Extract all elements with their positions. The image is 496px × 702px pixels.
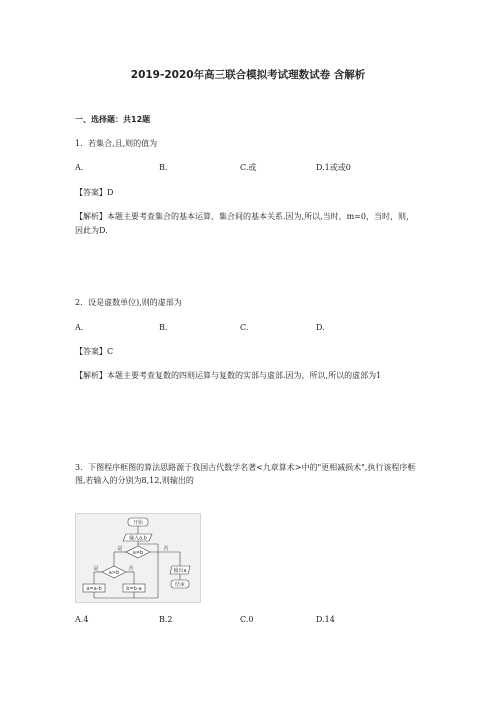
question-2-answer: 【答案】C xyxy=(75,347,114,356)
flow-assign-a-label: a=a-b xyxy=(86,586,102,592)
option-c: C.0 xyxy=(240,615,254,624)
option-d: D. xyxy=(316,323,325,332)
option-a: A.4 xyxy=(75,615,89,624)
flow-condition-1-label: a≠b xyxy=(132,550,144,556)
option-b: B. xyxy=(159,163,168,172)
option-d: D.1或或0 xyxy=(316,163,351,172)
flow-no-label: 否 xyxy=(163,546,169,552)
question-1-options xyxy=(75,162,435,174)
flow-yes-label: 是 xyxy=(117,546,123,552)
question-2-options xyxy=(75,322,435,334)
question-1-analysis: 【解析】本题主要考查集合的基本运算、集合间的基本关系.因为,所以,当时，m=0，当时，则，因此为D. xyxy=(75,212,415,235)
option-c: C. xyxy=(240,323,249,332)
flow-input-label: 输入a,b xyxy=(129,535,147,542)
option-d: D.14 xyxy=(316,615,335,624)
question-2-stem: 2．设是虚数单位),则的虚部为 xyxy=(75,298,182,307)
option-b: B.2 xyxy=(159,615,173,624)
question-3-stem: 3．下图程序框图的算法思路源于我国古代数学名著<九章算术>中的"更相减损术",执行该程序框图,若输入的分别为8,12,则输出的 xyxy=(75,463,416,485)
flow-condition-2-label: a>b xyxy=(108,570,120,576)
flow-end-label: 结束 xyxy=(174,582,186,588)
document-title: 2019-2020年高三联合模拟考试理数试卷 含解析 xyxy=(130,69,366,81)
flowchart-svg xyxy=(76,514,200,602)
section-heading: 一、选择题：共12题 xyxy=(75,115,151,124)
option-a: A. xyxy=(75,323,84,332)
flow-yes-label-2: 是 xyxy=(93,566,99,572)
flow-no-label-2: 否 xyxy=(128,566,134,572)
option-c: C.或 xyxy=(240,163,257,172)
flow-start-label: 开始 xyxy=(132,520,144,526)
option-b: B. xyxy=(159,323,168,332)
question-1-answer: 【答案】D xyxy=(75,188,114,197)
question-1-stem: 1．若集合,且,则的值为 xyxy=(75,139,158,148)
flow-assign-b-label: b=b-a xyxy=(126,586,142,592)
question-3-options xyxy=(75,614,435,626)
flow-output-label: 输出a xyxy=(173,568,187,574)
question-2-analysis: 【解析】本题主要考查复数的四则运算与复数的实部与虚部.因为，所以,所以的虚部为1 xyxy=(75,371,382,380)
flowchart-figure xyxy=(75,513,201,603)
option-a: A. xyxy=(75,163,84,172)
